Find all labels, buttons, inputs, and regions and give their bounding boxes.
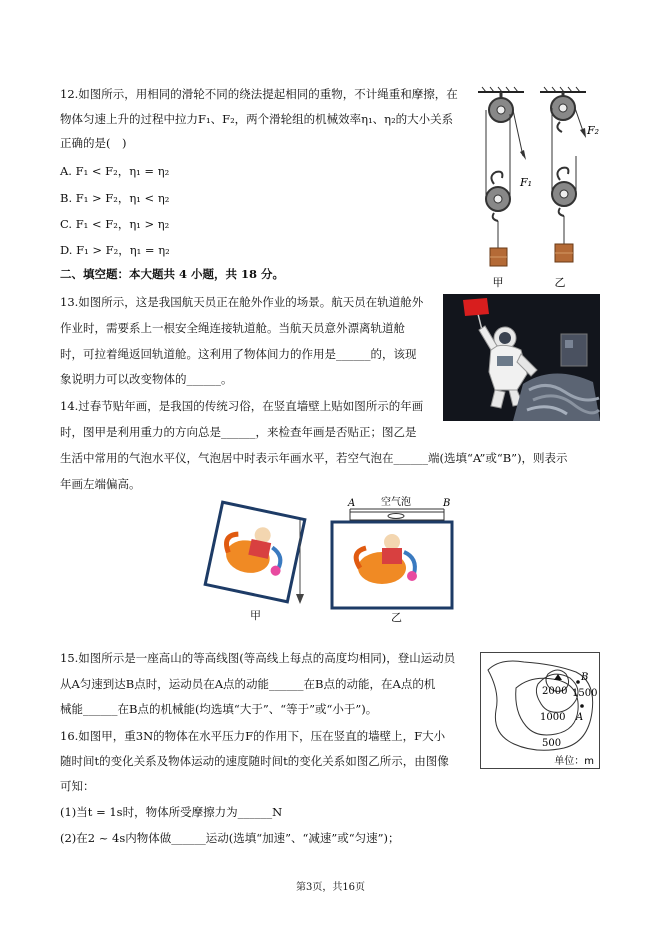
q16-sub1: (1)当t = 1s时，物体所受摩擦力为______N	[60, 805, 283, 819]
f2-label: F₂	[587, 124, 600, 137]
contour-1000: 1000	[540, 712, 566, 723]
page-footer: 第3页，共16页	[295, 882, 366, 893]
q14-line3: 生活中常用的气泡水平仪，气泡居中时表示年画水平，若空气泡在______端(选填“A”或“B”)，则表示	[60, 451, 568, 465]
pulley-label-left: 甲	[492, 276, 504, 289]
q12-line1: 12.如图所示，用相同的滑轮不同的绕法提起相同的重物，不计绳重和摩擦，在	[60, 87, 458, 101]
q12-line2: 物体匀速上升的过程中拉力F₁、F₂，两个滑轮组的机械效率η₁、η₂的大小关系	[60, 112, 454, 126]
pulley-label-right: 乙	[554, 276, 566, 289]
q16-line1: 16.如图甲，重3N的物体在水平压力F的作用下，压在竖直的墙壁上，F大小	[60, 729, 446, 743]
section-heading: 二、填空题：本大题共 4 小题，共 18 分。	[60, 267, 285, 281]
q12-option-a: A. F₁ < F₂，η₁ = η₂	[60, 164, 170, 178]
q14-line2: 时，图甲是利用重力的方向总是______，来检查年画是否贴正；图乙是	[60, 425, 417, 439]
q15-line3: 械能______在B点的机械能(均选填“大于”、“等于”或“小于”)。	[60, 702, 378, 716]
q14-line4: 年画左端偏高。	[60, 477, 141, 491]
q13-line4: 象说明力可以改变物体的______。	[60, 372, 233, 386]
q16-line3: 可知：	[60, 779, 95, 793]
contour-point-b: B	[581, 672, 589, 683]
q12-option-d: D. F₁ > F₂，η₁ = η₂	[60, 243, 170, 257]
f1-label: F₁	[520, 176, 533, 189]
q15-line2: 从A匀速到达B点时，运动员在A点的动能______在B点的动能，在A点的机	[60, 677, 436, 691]
q16-sub2: (2)在2 ~ 4s内物体做______运动(选填“加速”、“减速”或“匀速”)；	[60, 831, 400, 845]
q13-line3: 时，可拉着绳返回轨道舱。这利用了物体间力的作用是______的，该现	[60, 347, 417, 361]
q12-option-b: B. F₁ > F₂，η₁ < η₂	[60, 191, 170, 205]
contour-point-a: A	[576, 712, 584, 723]
level-label-a: A	[348, 498, 356, 509]
q12-option-c: C. F₁ < F₂，η₁ > η₂	[60, 217, 170, 231]
q12-line3: 正确的是( )	[60, 136, 127, 150]
q13-line1: 13.如图所示，这是我国航天员正在舱外作业的场景。航天员在轨道舱外	[60, 295, 424, 309]
contour-1500: 1500	[572, 688, 598, 699]
painting-label-left: 甲	[250, 609, 261, 622]
q14-line1: 14.过春节贴年画，是我国的传统习俗，在竖直墙壁上贴如图所示的年画	[60, 399, 424, 413]
q15-line1: 15.如图所示是一座高山的等高线图(等高线上每点的高度均相同)，登山运动员	[60, 651, 456, 665]
new-year-painting-figure	[200, 496, 460, 630]
q13-line2: 作业时，需要系上一根安全绳连接轨道舱。当航天员意外漂离轨道舱	[60, 321, 405, 335]
contour-2000: 2000	[542, 686, 568, 697]
pulley-figure	[474, 86, 604, 291]
contour-map	[480, 652, 600, 769]
painting-label-right: 乙	[391, 611, 402, 624]
level-label-b: B	[443, 498, 451, 509]
q16-line2: 随时间t的变化关系及物体运动的速度随时间t的变化关系如图乙所示，由图像	[60, 754, 449, 768]
astronaut-photo	[443, 294, 600, 421]
contour-500: 500	[542, 738, 562, 749]
level-label-bubble: 空气泡	[381, 497, 411, 508]
contour-unit: 单位：m	[554, 756, 594, 767]
